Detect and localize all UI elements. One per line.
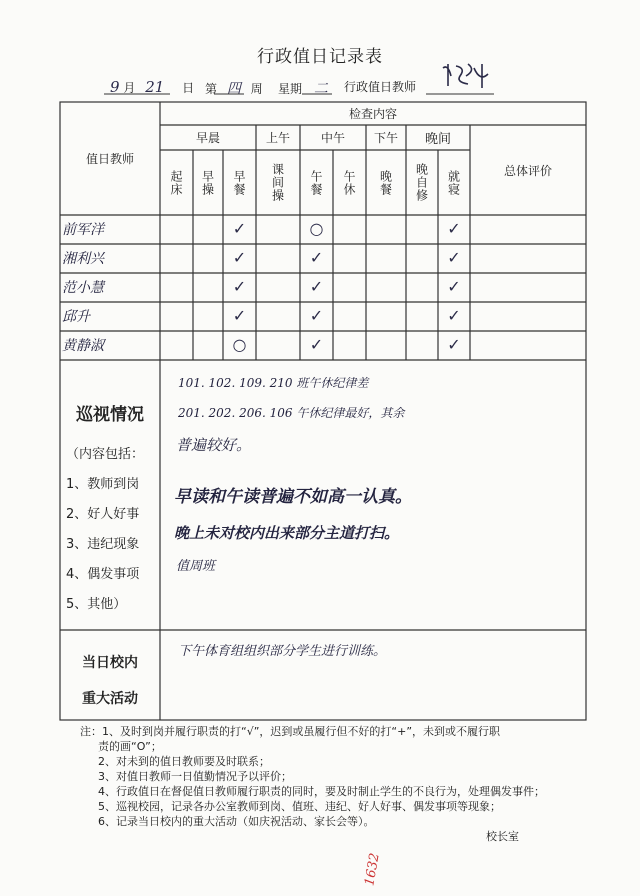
check-mark: ✓ [447,248,461,267]
stamp-number: 1632 [362,851,383,888]
inspection-title: 巡视情况 [76,405,144,425]
col-header-breakfast: 早餐 [232,169,246,196]
inspection-note-2: 201. 202. 206. 106 午休纪律最好，其余 [178,406,405,420]
notes-list [80,724,620,829]
note-3: 3、对值日教师一日值勤情况予以评价； [98,770,292,783]
inspection-content-label: （内容包括： [66,447,145,462]
group-morning: 早晨 [195,131,220,145]
check-mark: ✓ [232,219,247,238]
page-title: 行政值日记录表 [257,47,383,67]
month-value: 9 [110,78,120,96]
inspection-note-3: 普遍较好。 [176,436,252,454]
group-noon: 中午 [320,131,345,145]
group-evening: 晚间 [424,132,451,147]
check-mark: ✓ [309,277,324,296]
check-content-header: 检查内容 [348,107,397,121]
week-unit: 周 [250,82,263,96]
check-mark: ✓ [309,306,324,325]
note-4: 4、行政值日在督促值日教师履行职责的同时，要及时制止学生的不良行为，处理偶发事件； [98,785,545,798]
teacher-name-row-3: 范小慧 [62,280,104,296]
duty-teacher-header: 值日教师 [85,152,134,166]
inspection-note-5: 晚上未对校内出来部分主道打扫。 [174,524,400,542]
month-unit: 月 [123,81,136,95]
col-header-dinner: 晚餐 [378,169,393,196]
check-mark: ✓ [447,219,461,238]
check-mark: ✓ [232,277,247,296]
check-mark: ✓ [447,277,461,296]
check-mark: ✓ [232,248,247,267]
week-prefix: 第 [205,82,218,96]
inspection-note-4: 早读和午读普遍不如高一认真。 [174,487,412,507]
teacher-name-row-5: 黄静淑 [62,338,104,354]
event-title-line1: 当日校内 [82,655,138,671]
note-6: 6、记录当日校内的重大活动（如庆祝活动、家长会等）。 [98,815,375,828]
principal-office: 校长室 [486,830,519,843]
day-value: 21 [145,78,165,96]
group-afternoon: 下午 [373,131,398,145]
note-5: 5、巡视校园，记录各办公室教师到岗、值班、违纪、好人好事、偶发事项等现象； [98,800,501,813]
inspection-note-1: 101. 102. 109. 210 班午休纪律差 [178,376,369,390]
col-header-nap: 午休 [342,169,356,196]
inspection-item-3: 3、违纪现象 [66,537,140,552]
day-unit: 日 [182,81,195,95]
check-mark: ✓ [309,335,324,354]
inspection-label-list [66,440,160,620]
check-mark: ✓ [447,306,461,325]
week-value: 四 [226,81,241,97]
inspection-item-1: 1、教师到岗 [66,477,140,492]
note-1: 注：1、及时到岗并履行职责的打“√”，迟到或虽履行但不好的打“+”，未到或不履行职 [80,725,501,738]
overall-header: 总体评价 [503,163,552,178]
event-title-line2: 重大活动 [82,691,138,707]
check-mark: ○ [232,335,247,354]
inspection-item-2: 2、好人好事 [66,507,140,522]
col-header-break-exercise: 课间操 [270,163,285,202]
event-note: 下午体育组组织部分学生进行训练。 [178,644,387,659]
check-mark: ✓ [447,335,461,354]
col-header-bedtime: 就寝 [446,169,461,196]
weekday-prefix: 星期 [278,82,303,96]
check-mark: ✓ [309,248,324,267]
inspection-item-4: 4、偶发事项 [66,567,140,582]
col-header-lunch: 午餐 [309,169,323,196]
check-mark: ○ [309,219,324,238]
teacher-name-row-1: 前军洋 [62,222,104,238]
col-header-exercise: 早操 [200,169,215,196]
teacher-name-row-4: 邱升 [62,309,90,325]
col-header-wakeup: 起床 [169,169,183,196]
col-header-evening-study: 晚自修 [414,163,429,202]
weekday-value: 二 [313,81,328,97]
group-forenoon: 上午 [265,131,290,145]
teacher-label: 行政值日教师 [344,80,417,94]
inspection-item-5: 5、其他） [66,597,127,612]
check-mark: ✓ [232,306,247,325]
inspection-note-6: 值周班 [176,559,216,574]
note-1-cont: 责的画“O”； [98,740,162,753]
teacher-name-row-2: 湘利兴 [62,251,104,267]
note-2: 2、对未到的值日教师要及时联系； [98,755,270,768]
